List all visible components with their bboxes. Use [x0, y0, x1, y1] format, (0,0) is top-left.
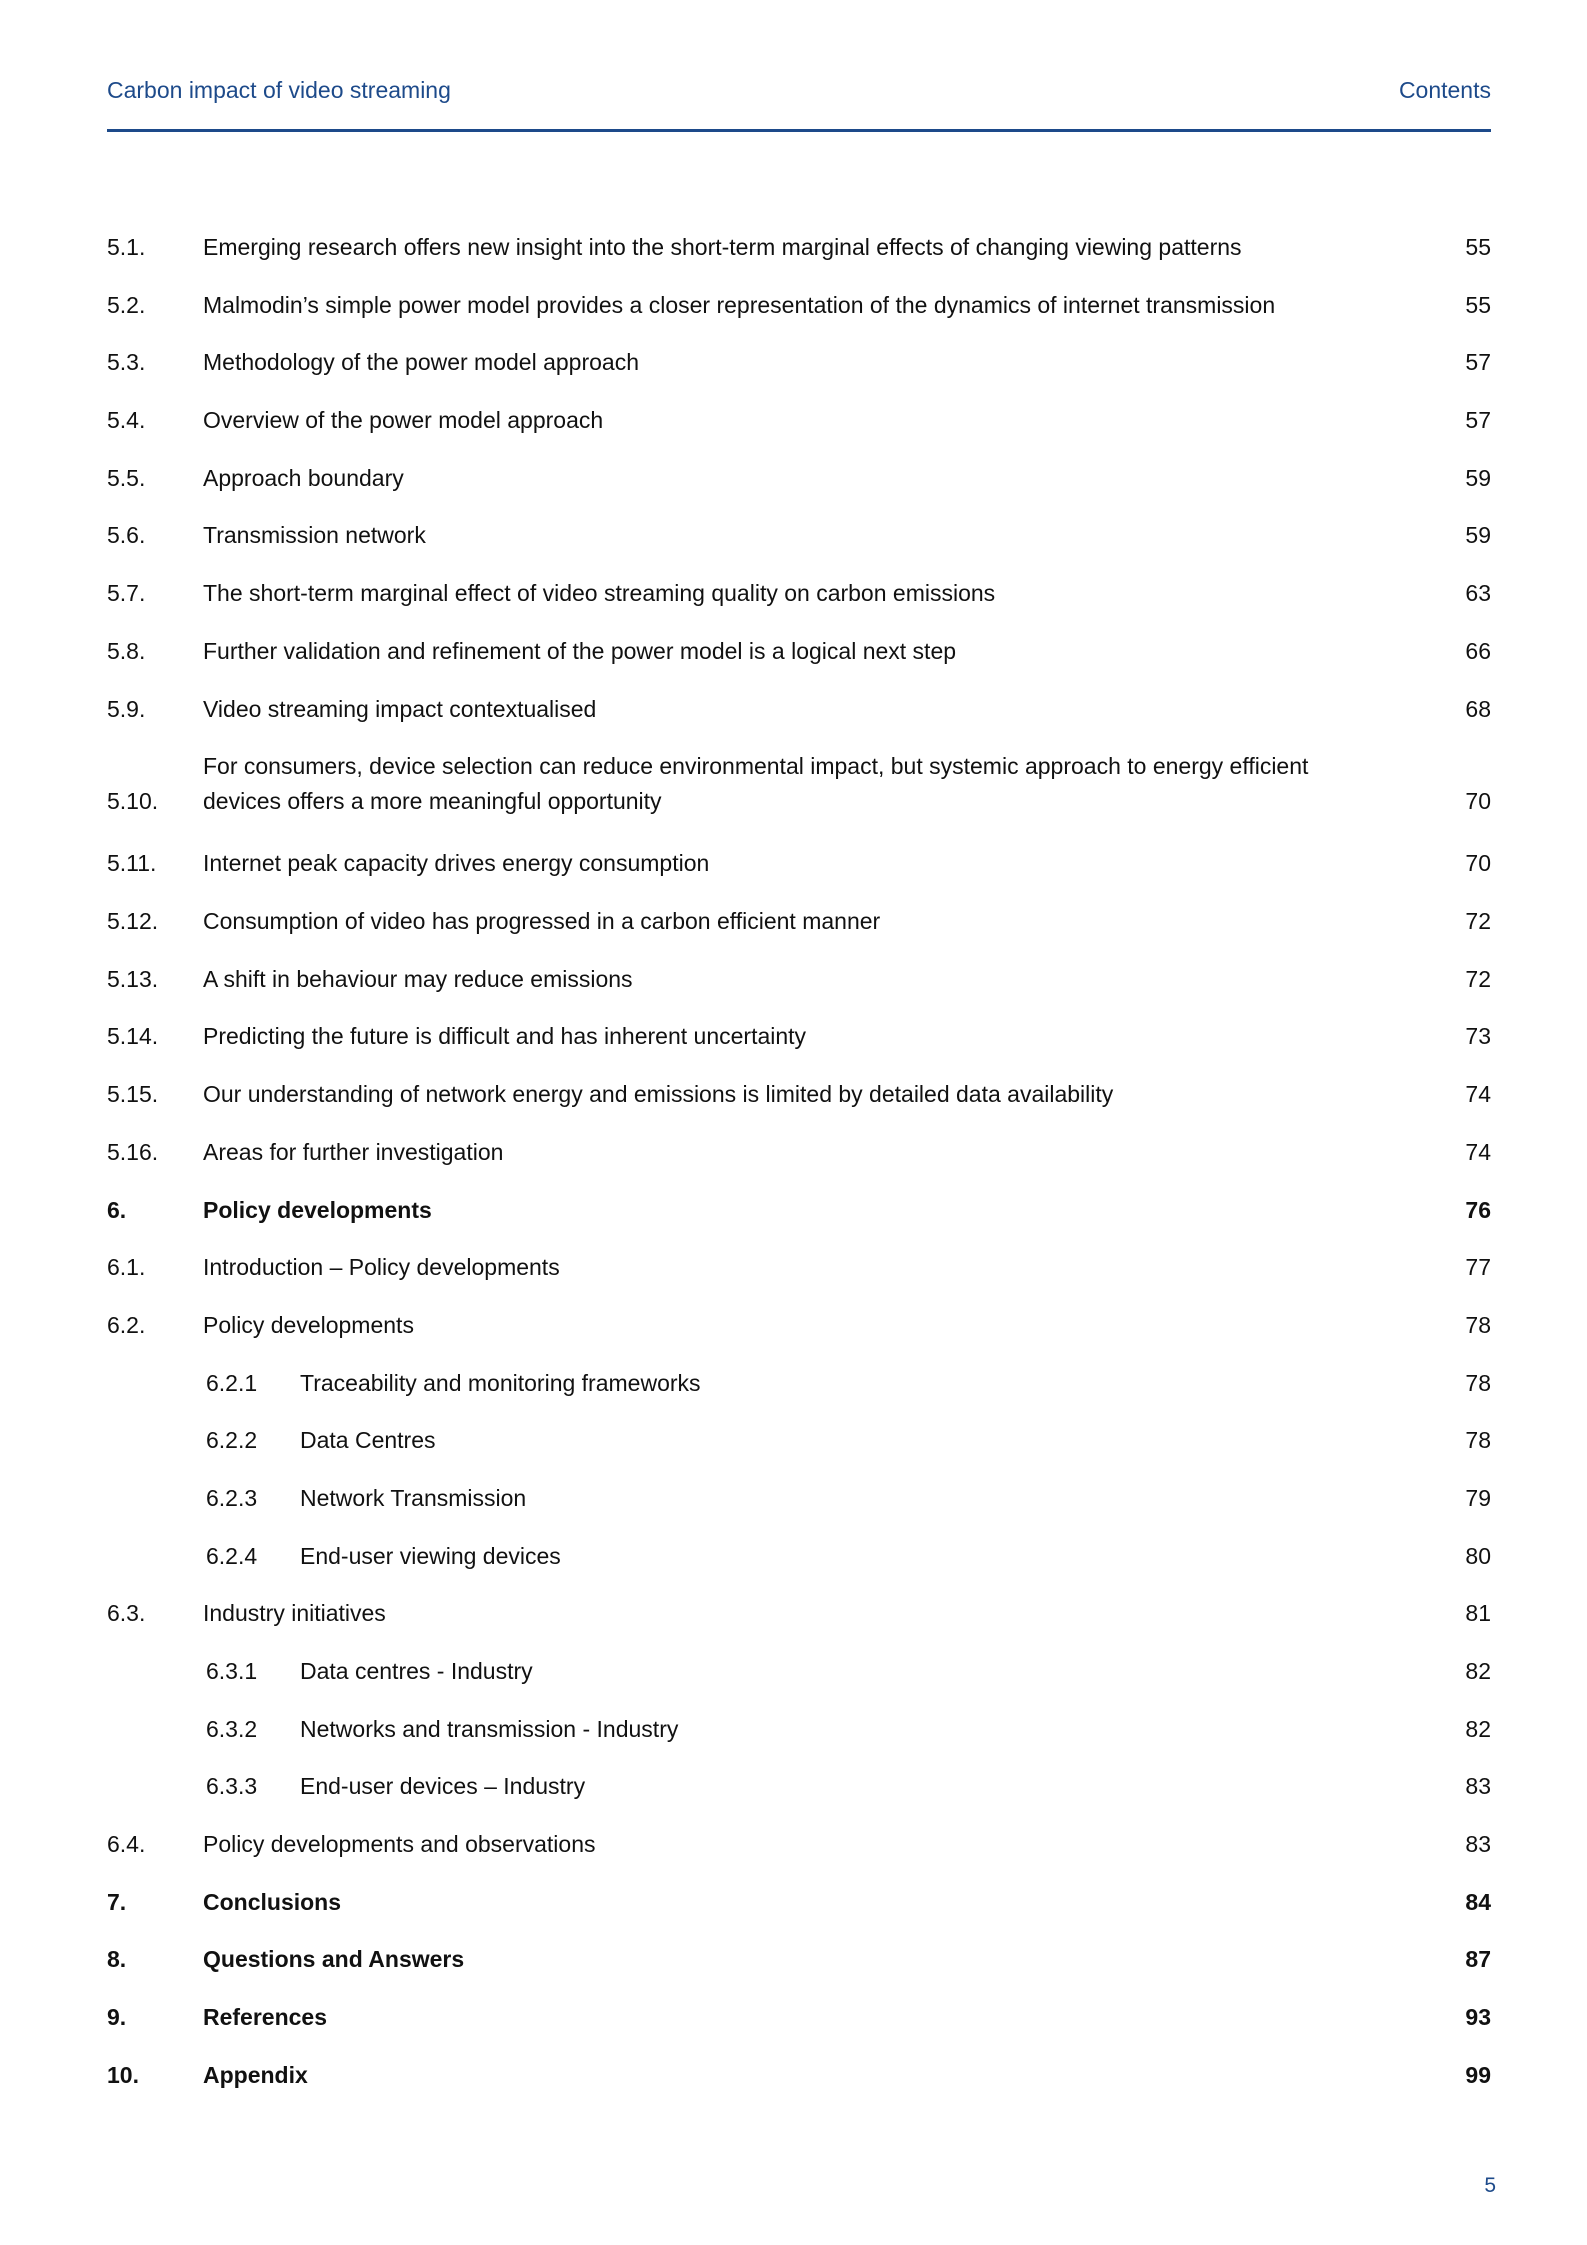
- toc-entry-number: 5.9.: [107, 695, 146, 722]
- toc-entry-page: 63: [1465, 580, 1491, 607]
- toc-entry-title: Video streaming impact contextualised: [203, 695, 597, 722]
- toc-entry-page: 82: [1465, 1658, 1491, 1684]
- toc-entry-title: Malmodin’s simple power model provides a closer representation of the dynamics of internet transmission: [203, 291, 1276, 318]
- toc-entry-page: 55: [1465, 234, 1491, 260]
- toc-entry-number: 5.6.: [107, 522, 146, 549]
- toc-entry[interactable]: [107, 1596, 1491, 1654]
- toc-entry-number: 5.3.: [107, 349, 146, 376]
- toc-entry-page: 74: [1465, 1081, 1491, 1108]
- toc-entry-number: 5.4.: [107, 407, 146, 434]
- toc-entry-title: Consumption of video has progressed in a carbon efficient manner: [203, 908, 881, 935]
- page-header: [107, 74, 1491, 106]
- toc-entry-page: 70: [1465, 787, 1491, 814]
- toc-entry-page: 84: [1465, 1888, 1491, 1915]
- toc-entry-number: 5.15.: [107, 1081, 159, 1108]
- toc-entry-title: Appendix: [203, 2061, 308, 2088]
- toc-entry[interactable]: [107, 1712, 1491, 1770]
- toc-entry-title: Network Transmission: [300, 1484, 527, 1511]
- toc-entry-page: 68: [1465, 695, 1491, 722]
- toc-entry-title: Internet peak capacity drives energy consumption: [203, 850, 710, 877]
- toc-entry-number: 6.2.1: [206, 1369, 258, 1396]
- toc-entry-page: 79: [1465, 1484, 1491, 1511]
- toc-entry-title: Traceability and monitoring frameworks: [300, 1369, 701, 1396]
- toc-entry[interactable]: [107, 1827, 1491, 1885]
- toc-entry-title: Our understanding of network energy and emissions is limited by detailed data availability: [203, 1081, 1114, 1108]
- toc-entry-number: 6.2.4: [206, 1542, 258, 1569]
- toc-entry-title: For consumers, device selection can reduce environmental impact, but systemic approach to energy efficient devices offers a more meaningful opportunity: [203, 753, 1309, 814]
- header-divider: [107, 129, 1491, 132]
- toc-entry[interactable]: [107, 2000, 1491, 2058]
- toc-entry-number: 5.13.: [107, 965, 159, 992]
- toc-entry[interactable]: [107, 846, 1491, 904]
- toc-entry-title: Areas for further investigation: [203, 1138, 504, 1165]
- toc-entry-page: 72: [1465, 908, 1491, 935]
- toc-entry[interactable]: [107, 576, 1491, 634]
- toc-entry[interactable]: [107, 1885, 1491, 1943]
- toc-entry-title: Introduction – Policy developments: [203, 1254, 560, 1281]
- toc-entry-page: 87: [1465, 1946, 1491, 1973]
- toc-entry-number: 5.10.: [107, 787, 159, 814]
- toc-entry-page: 70: [1465, 850, 1491, 877]
- toc-entry-number: 5.8.: [107, 637, 146, 664]
- toc-entry[interactable]: [107, 1308, 1491, 1366]
- toc-entry[interactable]: [107, 634, 1491, 692]
- toc-entry[interactable]: [107, 1135, 1491, 1193]
- toc-entry-number: 5.7.: [107, 580, 146, 607]
- toc-entry[interactable]: [107, 345, 1491, 403]
- toc-entry-page: 83: [1465, 1831, 1491, 1858]
- toc-entry-page: 80: [1465, 1542, 1491, 1569]
- toc-entry-number: 6.: [107, 1196, 127, 1223]
- toc-entry-page: 99: [1465, 2061, 1491, 2088]
- toc-entry-number: 9.: [107, 2004, 127, 2031]
- toc-entry[interactable]: [107, 230, 1491, 288]
- toc-entry-title: Methodology of the power model approach: [203, 349, 640, 376]
- toc-entry[interactable]: [107, 692, 1491, 750]
- toc-entry-number: 7.: [107, 1888, 127, 1915]
- toc-entry-title: Conclusions: [203, 1888, 342, 1915]
- toc-entry[interactable]: [107, 461, 1491, 519]
- toc-entry-page: 57: [1465, 407, 1491, 434]
- toc-entry[interactable]: [107, 1481, 1491, 1539]
- toc-entry-title: References: [203, 2004, 328, 2031]
- toc-entry[interactable]: [107, 1942, 1491, 2000]
- toc-entry-title: Emerging research offers new insight into the short-term marginal effects of changing viewing patterns: [203, 234, 1242, 260]
- toc-entry-number: 5.14.: [107, 1023, 159, 1050]
- toc-entry-title: Policy developments and observations: [203, 1831, 596, 1858]
- toc-entry-page: 78: [1465, 1311, 1491, 1338]
- toc-entry[interactable]: [107, 904, 1491, 962]
- toc-entry[interactable]: [107, 288, 1491, 346]
- toc-entry-page: 83: [1465, 1773, 1491, 1800]
- toc-entry-page: 57: [1465, 349, 1491, 376]
- toc-entry-page: 74: [1465, 1138, 1491, 1165]
- toc-entry-page: 82: [1465, 1715, 1491, 1742]
- toc-entry-page: 77: [1465, 1254, 1491, 1281]
- section-title: Contents: [1398, 77, 1491, 103]
- toc-entry-number: 5.1.: [107, 234, 146, 260]
- toc-entry-page: 76: [1465, 1196, 1491, 1223]
- toc-entry-page: 78: [1465, 1369, 1491, 1396]
- toc-entry-page: 66: [1465, 637, 1491, 664]
- toc-entry[interactable]: [107, 1654, 1491, 1712]
- toc-entry-number: 6.3.1: [206, 1658, 258, 1684]
- toc-entry[interactable]: [107, 1769, 1491, 1827]
- toc-entry-page: 59: [1465, 522, 1491, 549]
- toc-entry[interactable]: [107, 1250, 1491, 1308]
- toc-entry[interactable]: [107, 962, 1491, 1020]
- toc-entry-title: The short-term marginal effect of video streaming quality on carbon emissions: [203, 580, 996, 607]
- toc-entry-page: 81: [1465, 1600, 1491, 1627]
- toc-entry-number: 5.12.: [107, 908, 159, 935]
- toc-entry-number: 6.4.: [107, 1831, 146, 1858]
- toc-entry-title: Industry initiatives: [203, 1600, 386, 1627]
- toc-entry-title: End-user devices – Industry: [300, 1773, 586, 1800]
- toc-entry-title: Approach boundary: [203, 464, 404, 491]
- toc-entry-page: 78: [1465, 1427, 1491, 1454]
- toc-entry[interactable]: [107, 749, 1491, 846]
- toc-entry-number: 6.3.3: [206, 1773, 258, 1800]
- toc-entry-page: 93: [1465, 2004, 1491, 2031]
- toc-entry-number: 5.5.: [107, 464, 146, 491]
- toc-entry-title: A shift in behaviour may reduce emissions: [203, 965, 633, 992]
- toc-entry-number: 5.2.: [107, 291, 146, 318]
- toc-entry-title: Policy developments: [203, 1196, 432, 1223]
- toc-entry[interactable]: [107, 2058, 1491, 2116]
- toc-entry-title: Further validation and refinement of the power model is a logical next step: [203, 637, 957, 664]
- toc-entry[interactable]: [107, 1539, 1491, 1597]
- toc-entry-page: 59: [1465, 464, 1491, 491]
- toc-entry-number: 6.3.: [107, 1600, 146, 1627]
- toc-entry[interactable]: [107, 1019, 1491, 1077]
- document-title: Carbon impact of video streaming: [107, 77, 451, 103]
- toc-entry-page: 72: [1465, 965, 1491, 992]
- toc-entry-title: Data centres - Industry: [300, 1658, 533, 1684]
- toc-entry-number: 6.3.2: [206, 1715, 258, 1742]
- toc-entry-title: Transmission network: [203, 522, 426, 549]
- toc-entry-title: Data Centres: [300, 1427, 436, 1454]
- table-of-contents: [107, 230, 1491, 2116]
- toc-entry-number: 6.2.2: [206, 1427, 258, 1454]
- toc-entry-title: End-user viewing devices: [300, 1542, 561, 1569]
- toc-entry[interactable]: [107, 1077, 1491, 1135]
- toc-entry[interactable]: [107, 518, 1491, 576]
- toc-entry[interactable]: [107, 403, 1491, 461]
- toc-entry[interactable]: [107, 1366, 1491, 1424]
- toc-entry[interactable]: [107, 1423, 1491, 1481]
- toc-entry-number: 6.2.3: [206, 1484, 258, 1511]
- toc-entry[interactable]: [107, 1193, 1491, 1251]
- toc-entry-number: 6.1.: [107, 1254, 146, 1281]
- toc-entry-title: Networks and transmission - Industry: [300, 1715, 679, 1742]
- toc-entry-page: 73: [1465, 1023, 1491, 1050]
- toc-entry-page: 55: [1465, 291, 1491, 318]
- toc-entry-title: Predicting the future is difficult and has inherent uncertainty: [203, 1023, 807, 1050]
- toc-entry-number: 10.: [107, 2061, 139, 2088]
- page-number: 5: [1484, 2174, 1496, 2197]
- toc-entry-title: Policy developments: [203, 1311, 414, 1338]
- toc-entry-number: 8.: [107, 1946, 127, 1973]
- toc-entry-number: 6.2.: [107, 1311, 146, 1338]
- toc-entry-number: 5.11.: [107, 850, 157, 877]
- toc-entry-number: 5.16.: [107, 1138, 159, 1165]
- toc-entry-title: Questions and Answers: [203, 1946, 465, 1973]
- toc-entry-title: Overview of the power model approach: [203, 407, 604, 434]
